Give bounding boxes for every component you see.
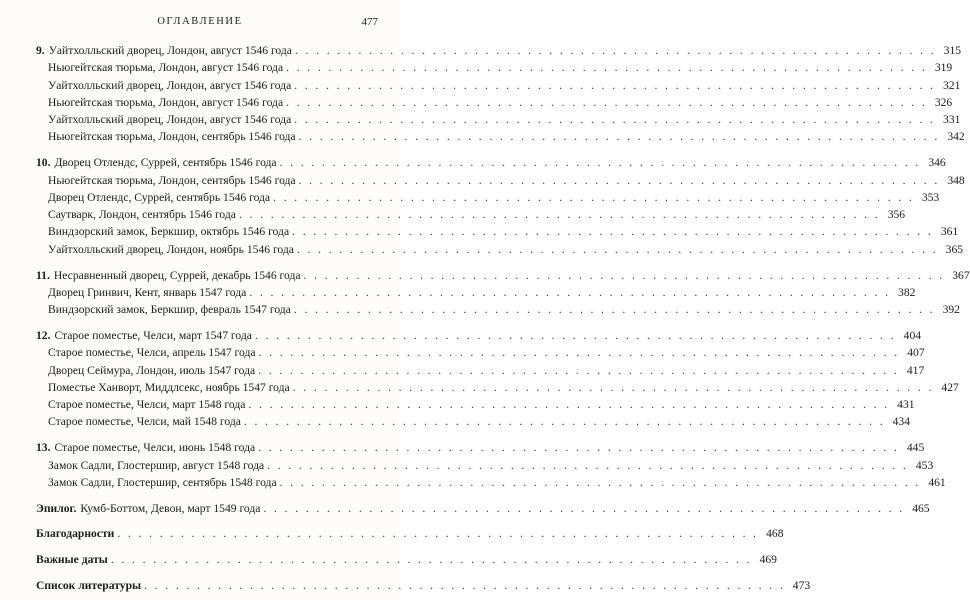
- chapter-number: 10.: [36, 156, 51, 170]
- dot-leader: [292, 223, 933, 240]
- toc-entry: [36, 223, 959, 240]
- toc-entry-title: Старое поместье, Челси, июнь 1548 года: [54, 441, 256, 455]
- toc-chapter-entry: [36, 267, 970, 284]
- dot-leader: [280, 474, 921, 491]
- toc-entry-page: 319: [934, 61, 953, 75]
- toc-entry-page: 346: [928, 156, 946, 170]
- toc-chapter-entry: [36, 154, 946, 171]
- section-gap: [36, 543, 370, 552]
- toc-entry-title: Уайтхолльский дворец, Лондон, август 1546 года: [48, 78, 292, 92]
- toc-entry-title: Несравненный дворец, Суррей, декабрь 1546 года: [53, 268, 301, 282]
- dot-leader: [294, 301, 935, 318]
- section-gap: [36, 491, 370, 500]
- toc-chapter-entry: [36, 500, 930, 517]
- toc-entry-page: 404: [903, 328, 922, 342]
- dot-leader: [299, 128, 940, 145]
- toc-entry: [36, 94, 953, 111]
- toc-entry-title: Дворец Отлендс, Суррей, сентябрь 1546 года: [48, 190, 271, 204]
- toc-entry: [36, 457, 934, 474]
- toc-entry: [36, 111, 961, 128]
- toc-entry-title: Поместье Ханворт, Миддлсекс, ноябрь 1547 года: [48, 380, 290, 394]
- section-gap: [36, 569, 370, 578]
- toc-entry-page: 453: [915, 458, 934, 472]
- dot-leader: [144, 577, 785, 594]
- toc-entry: [36, 206, 906, 223]
- chapter-number: 11.: [36, 268, 50, 282]
- dot-leader: [294, 77, 935, 94]
- dot-leader: [297, 241, 938, 258]
- section-gap: [36, 258, 370, 267]
- dot-leader: [299, 172, 940, 189]
- toc-entry-title: Старое поместье, Челси, март 1548 года: [48, 398, 246, 412]
- toc-entry-title: Замок Садли, Глостершир, сентябрь 1548 года: [48, 475, 277, 489]
- toc-entry-title: Ньюгейтская тюрьма, Лондон, август 1546 года: [48, 95, 284, 109]
- toc-entry-title: Дворец Гринвич, Кент, январь 1547 года: [48, 285, 247, 299]
- toc-entry: [36, 413, 911, 430]
- toc-entry-title: Ньюгейтская тюрьма, Лондон, сентябрь 1546 года: [48, 173, 296, 187]
- toc-entry-title: Уайтхолльский дворец, Лондон, август 1546 года: [48, 113, 292, 127]
- toc-entry-title: Дворец Сеймура, Лондон, июль 1547 года: [48, 363, 256, 377]
- toc-entry: [36, 396, 915, 413]
- toc-entry: [36, 344, 925, 361]
- toc-chapter-entry: [36, 551, 777, 568]
- dot-leader: [295, 42, 936, 59]
- dot-leader: [304, 267, 945, 284]
- toc-entry-page: 321: [942, 78, 961, 92]
- toc-entry-page: 361: [940, 225, 959, 239]
- dot-leader: [255, 327, 896, 344]
- toc-entry-page: 382: [898, 285, 916, 299]
- toc-entry-page: 465: [912, 501, 930, 515]
- toc-entry-page: 468: [766, 527, 784, 541]
- dot-leader: [259, 344, 900, 361]
- toc-entry-page: 326: [934, 95, 953, 109]
- toc-entry-title: Виндзорский замок, Беркшир, февраль 1547 года: [48, 303, 291, 317]
- toc-entry-title: Уайтхолльский дворец, Лондон, август 1546 года: [48, 44, 292, 57]
- toc-entry: [36, 284, 916, 301]
- toc-entry-title: Саутварк, Лондон, сентябрь 1546 года: [48, 208, 236, 222]
- dot-leader: [258, 439, 899, 456]
- toc-entry-title: Старое поместье, Челси, май 1548 года: [48, 415, 241, 429]
- toc-entry-title: Замок Садли, Глостершир, август 1548 года: [48, 458, 265, 472]
- section-gap: [36, 431, 370, 440]
- dot-leader: [117, 525, 758, 542]
- toc-entry-page: 342: [947, 130, 965, 144]
- toc-entry: [36, 474, 946, 491]
- dot-leader: [286, 94, 927, 111]
- toc-entry-title: Уайтхолльский дворец, Лондон, ноябрь 1546 года: [48, 242, 294, 256]
- toc-entry: [36, 189, 940, 206]
- chapter-number: 13.: [36, 441, 51, 455]
- toc-entry-title: Благодарности: [36, 527, 115, 541]
- toc-entry: [36, 128, 965, 145]
- running-head: [22, 16, 378, 32]
- dot-leader: [244, 413, 885, 430]
- toc-entry-title: Кумб-Боттом, Девон, март 1549 года: [80, 501, 261, 515]
- toc-entry: [36, 172, 965, 189]
- section-gap: [36, 146, 370, 155]
- toc-entry-page: 469: [759, 553, 777, 567]
- toc-entry-title: Старое поместье, Челси, март 1547 года: [54, 328, 252, 342]
- toc-entry-page: 417: [906, 363, 925, 377]
- toc-entry-page: 348: [947, 173, 965, 187]
- toc-entry-title: Виндзорский замок, Беркшир, октябрь 1546 года: [48, 225, 290, 239]
- dot-leader: [249, 284, 890, 301]
- toc-entry: [36, 379, 959, 396]
- dot-leader: [263, 500, 904, 517]
- toc-chapter-entry: [36, 439, 925, 456]
- table-of-contents: [36, 42, 970, 594]
- toc-entry-title: Старое поместье, Челси, апрель 1547 года: [48, 346, 256, 360]
- toc-entry-page: 367: [952, 268, 970, 282]
- toc-entry-title: Важные даты: [36, 553, 108, 567]
- toc-chapter-entry: [36, 327, 922, 344]
- toc-entry-page: 356: [887, 208, 906, 222]
- toc-entry: [36, 77, 961, 94]
- toc-entry-page: 315: [943, 44, 962, 57]
- toc-entry-page: 473: [792, 579, 811, 593]
- toc-entry-page: 445: [906, 441, 925, 455]
- toc-entry-page: 431: [897, 398, 915, 412]
- toc-entry-page: 461: [928, 475, 946, 489]
- chapter-number: Эпилог.: [36, 501, 77, 515]
- toc-chapter-entry: [36, 577, 811, 594]
- toc-entry-page: 407: [907, 346, 925, 360]
- page-title: ОГЛАВЛЕНИЕ: [157, 16, 243, 27]
- section-gap: [36, 517, 370, 526]
- toc-entry-page: 434: [892, 415, 911, 429]
- chapter-number: 9.: [36, 44, 45, 57]
- dot-leader: [280, 154, 921, 171]
- toc-entry-page: 331: [942, 113, 961, 127]
- section-gap: [36, 318, 370, 327]
- dot-leader: [294, 111, 935, 128]
- dot-leader: [111, 551, 752, 568]
- toc-entry-page: 353: [921, 190, 940, 204]
- toc-entry-page: 365: [945, 242, 964, 256]
- toc-entry: [36, 59, 953, 76]
- dot-leader: [286, 59, 927, 76]
- toc-entry: [36, 241, 964, 258]
- chapter-number: 12.: [36, 328, 51, 342]
- toc-entry-page: 392: [942, 303, 960, 317]
- toc-entry-title: Дворец Отлендс, Суррей, сентябрь 1546 года: [54, 156, 277, 170]
- toc-entry-title: Список литературы: [36, 579, 142, 593]
- toc-entry-title: Ньюгейтская тюрьма, Лондон, август 1546 года: [48, 61, 284, 75]
- dot-leader: [293, 379, 934, 396]
- dot-leader: [273, 189, 914, 206]
- dot-leader: [258, 362, 899, 379]
- page-number: 477: [361, 16, 378, 28]
- toc-entry: [36, 301, 960, 318]
- toc-entry: [36, 362, 925, 379]
- toc-chapter-entry: [36, 525, 784, 542]
- toc-entry-title: Ньюгейтская тюрьма, Лондон, сентябрь 1546 года: [48, 130, 296, 144]
- toc-entry-page: 427: [941, 380, 959, 394]
- dot-leader: [248, 396, 889, 413]
- dot-leader: [239, 206, 880, 223]
- toc-chapter-entry: [36, 42, 962, 59]
- dot-leader: [267, 457, 908, 474]
